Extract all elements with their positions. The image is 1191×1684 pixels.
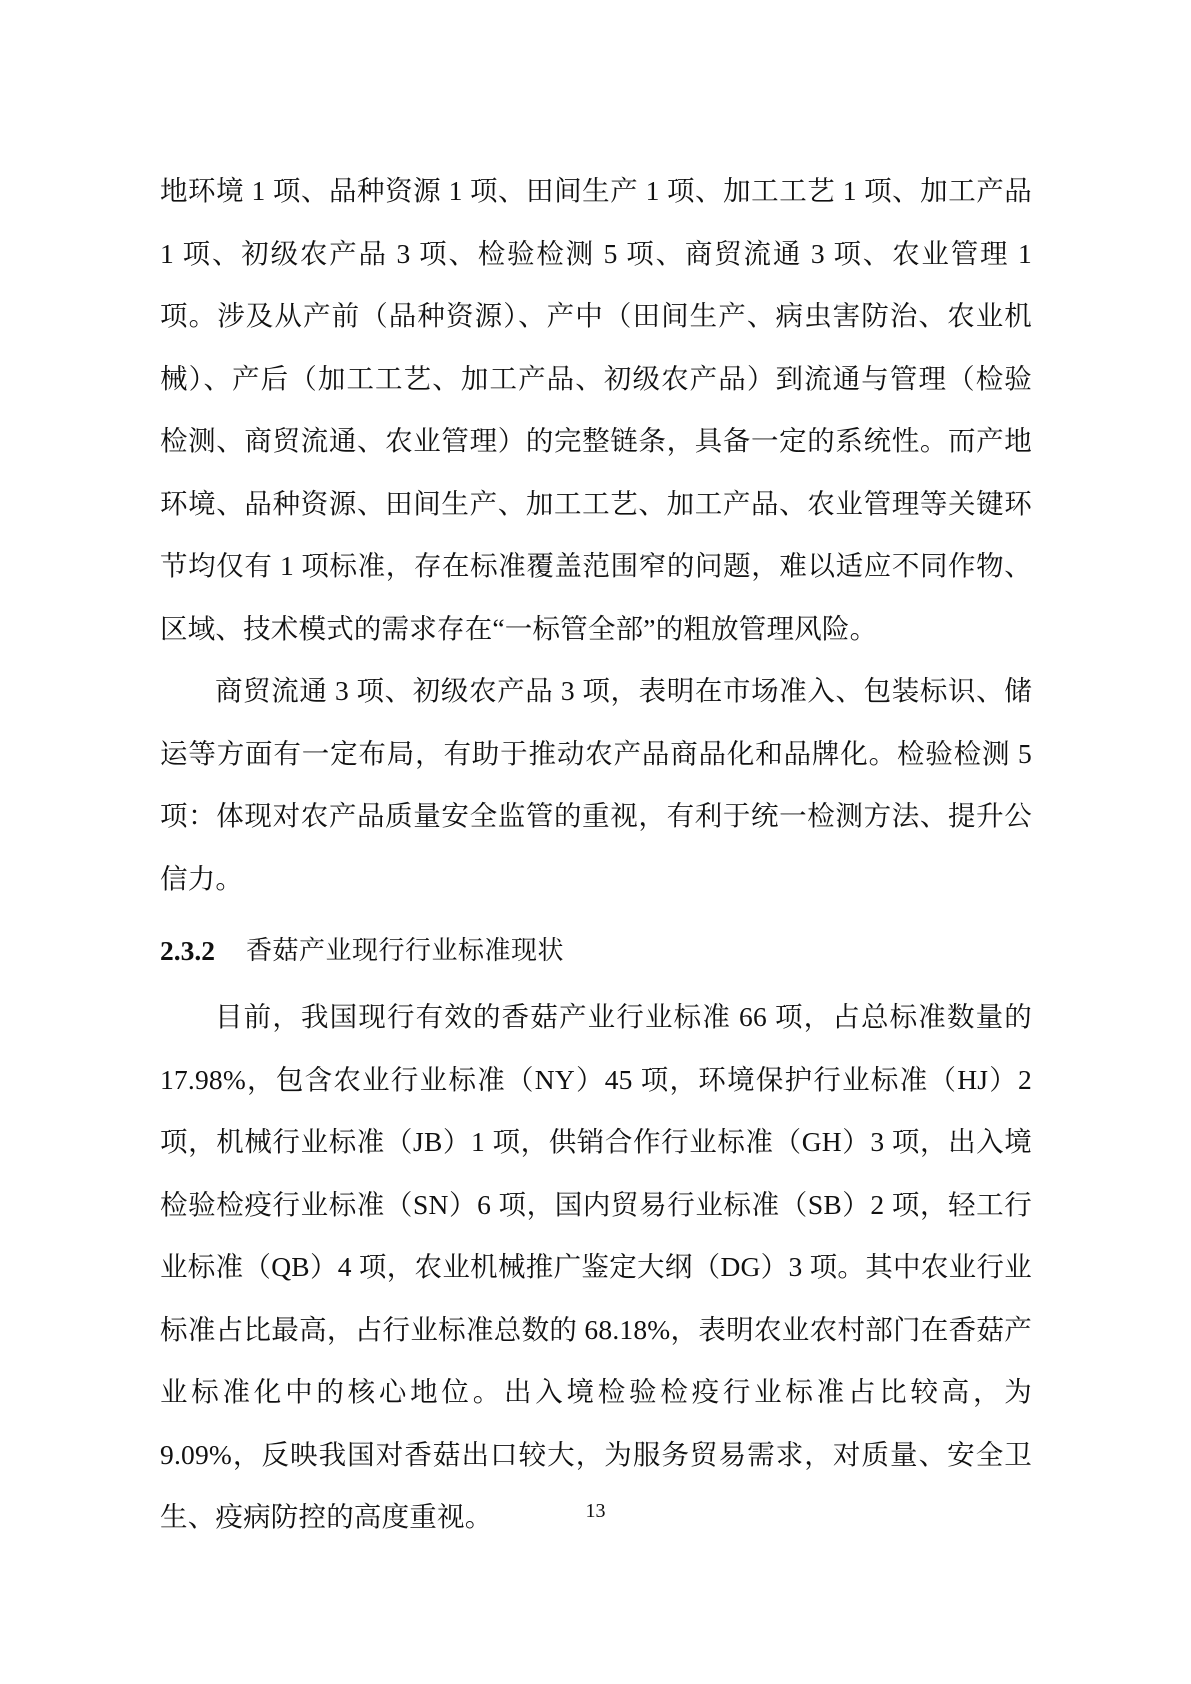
- document-page: [160, 160, 1032, 1549]
- body-paragraph: 地环境 1 项、品种资源 1 项、田间生产 1 项、加工工艺 1 项、加工产品 1 项、初级农产品 3 项、检验检测 5 项、商贸流通 3 项、农业管理 1 项。涉及从产前（品种资源）、产中（田间生产、病虫害防治、农业机械）、产后（加工工艺、加工产品、初级农产品）到流通与管理（检验检测、商贸流通、农业管理）的完整链条，具备一定的系统性。而产地环境、品种资源、田间生产、加工工艺、加工产品、农业管理等关键环节均仅有 1 项标准，存在标准覆盖范围窄的问题，难以适应不同作物、区域、技术模式的需求存在“一标管全部”的粗放管理风险。: [160, 175, 1032, 644]
- section-title: 香菇产业现行行业标准现状: [246, 936, 565, 966]
- body-paragraph: 目前，我国现行有效的香菇产业行业标准 66 项，占总标准数量的 17.98%，包含农业行业标准（NY）45 项，环境保护行业标准（HJ）2 项，机械行业标准（JB）1 项，供销合作行业标准（GH）3 项，出入境检验检疫行业标准（SN）6 项，国内贸易行业标准（SB）2 项，轻工行业标准（QB）4 项，农业机械推广鉴定大纲（DG）3 项。其中农业行业标准占比最高，占行业标准总数的 68.18%，表明农业农村部门在香菇产业标准化中的核心地位。出入境检验检疫行业标准占比较高，为 9.09%，反映我国对香菇出口较大，为服务贸易需求，对质量、安全卫生、疫病防控的高度重视。: [160, 1001, 1032, 1532]
- section-number: 2.3.2: [160, 935, 215, 966]
- body-paragraph: 商贸流通 3 项、初级农产品 3 项，表明在市场准入、包装标识、储运等方面有一定布局，有助于推动农产品商品化和品牌化。检验检测 5 项：体现对农产品质量安全监管的重视，有利于统一检测方法、提升公信力。: [160, 675, 1032, 894]
- page-number: 13: [585, 1500, 606, 1522]
- section-heading: [160, 920, 1032, 982]
